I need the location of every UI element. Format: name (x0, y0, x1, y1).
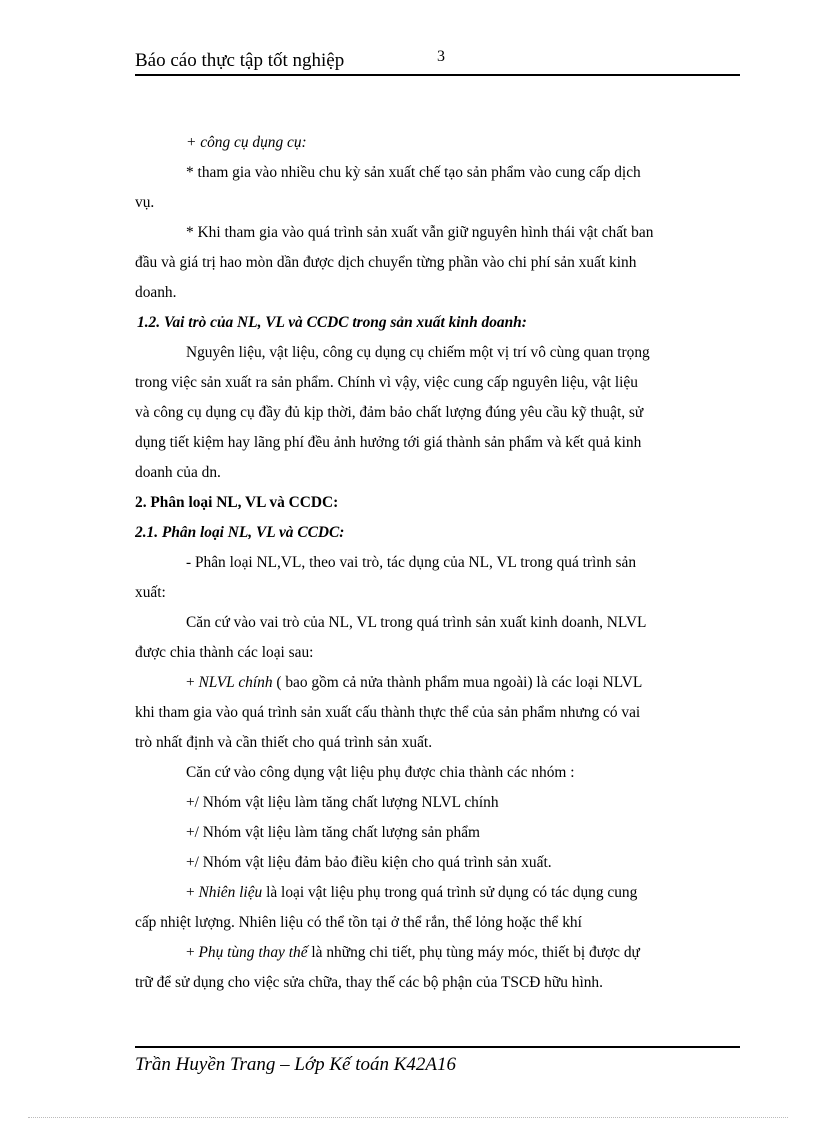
paragraph-line: vụ. (135, 194, 155, 211)
paragraph-line: doanh của dn. (135, 464, 221, 481)
page-header (135, 48, 740, 76)
paragraph-line (135, 878, 723, 908)
list-item: +/ Nhóm vật liệu đảm bảo điều kiện cho quá trình sản xuất. (186, 854, 552, 871)
paragraph-line: cấp nhiệt lượng. Nhiên liệu có thể tồn tại ở thể rắn, thể lỏng hoặc thể khí (135, 914, 582, 931)
paragraph-line: trong việc sản xuất ra sản phẩm. Chính vì vậy, việc cung cấp nguyên liệu, vật liệu (135, 374, 638, 391)
term-nlvl-chinh: NLVL chính (198, 674, 273, 691)
paragraph-line: được chia thành các loại sau: (135, 644, 314, 661)
paragraph-line: Căn cứ vào vai trò của NL, VL trong quá trình sản xuất kinh doanh, NLVL (186, 614, 647, 631)
paragraph-line (135, 668, 723, 698)
section-heading-2-1: 2.1. Phân loại NL, VL và CCDC: (135, 524, 345, 541)
paragraph-text: là những chi tiết, phụ tùng máy móc, thiết bị được dự (307, 944, 640, 961)
paragraph-line: trữ để sử dụng cho việc sửa chữa, thay thế các bộ phận của TSCĐ hữu hình. (135, 974, 603, 991)
paragraph-line: trò nhất định và cần thiết cho quá trình sản xuất. (135, 734, 433, 751)
paragraph-text: ( bao gồm cả nửa thành phẩm mua ngoài) là các loại NLVL (272, 674, 643, 691)
paragraph-line: doanh. (135, 284, 177, 301)
paragraph-line: và công cụ dụng cụ đầy đủ kịp thời, đảm bảo chất lượng đúng yêu cầu kỹ thuật, sử (135, 404, 644, 421)
document-body (135, 128, 723, 998)
paragraph-text: là loại vật liệu phụ trong quá trình sử dụng có tác dụng cung (262, 884, 638, 901)
section-heading-2: 2. Phân loại NL, VL và CCDC: (135, 494, 339, 511)
paragraph-line: xuất: (135, 584, 166, 601)
header-title: Báo cáo thực tập tốt nghiệp (135, 50, 345, 71)
section-heading-1-2: 1.2. Vai trò của NL, VL và CCDC trong sản xuất kinh doanh: (137, 314, 527, 331)
paragraph-line: Căn cứ vào công dụng vật liệu phụ được chia thành các nhóm : (186, 764, 575, 781)
paragraph-line: khi tham gia vào quá trình sản xuất cấu thành thực thể của sản phẩm nhưng có vai (135, 704, 641, 721)
list-item: +/ Nhóm vật liệu làm tăng chất lượng sản phẩm (186, 824, 481, 841)
term-phu-tung-thay-the: Phụ tùng thay thế (198, 944, 308, 961)
page-footer (135, 1046, 740, 1075)
paragraph-line: đầu và giá trị hao mòn dần được dịch chuyển từng phần vào chi phí sản xuất kinh (135, 254, 637, 271)
paragraph-line: dụng tiết kiệm hay lãng phí đều ảnh hưởng tới giá thành sản phẩm và kết quả kinh (135, 434, 642, 451)
page-bottom-edge (28, 1117, 788, 1118)
subsection-label-tools: + công cụ dụng cụ: (186, 134, 307, 151)
bullet-prefix: + (186, 674, 199, 691)
term-nhien-lieu: Nhiên liệu (198, 884, 263, 901)
footer-text: Trần Huyền Trang – Lớp Kế toán K42A16 (135, 1054, 457, 1075)
list-item: +/ Nhóm vật liệu làm tăng chất lượng NLVL chính (186, 794, 499, 811)
bullet-prefix: + (186, 884, 199, 901)
paragraph-line: Nguyên liệu, vật liệu, công cụ dụng cụ chiếm một vị trí vô cùng quan trọng (186, 344, 650, 361)
paragraph-line: * tham gia vào nhiều chu kỳ sản xuất chế tạo sản phẩm vào cung cấp dịch (186, 164, 641, 181)
paragraph-line (135, 938, 723, 968)
paragraph-line: - Phân loại NL,VL, theo vai trò, tác dụng của NL, VL trong quá trình sản (186, 554, 637, 571)
paragraph-line: * Khi tham gia vào quá trình sản xuất vẫn giữ nguyên hình thái vật chất ban (186, 224, 654, 241)
bullet-prefix: + (186, 944, 199, 961)
page-number: 3 (437, 48, 445, 65)
